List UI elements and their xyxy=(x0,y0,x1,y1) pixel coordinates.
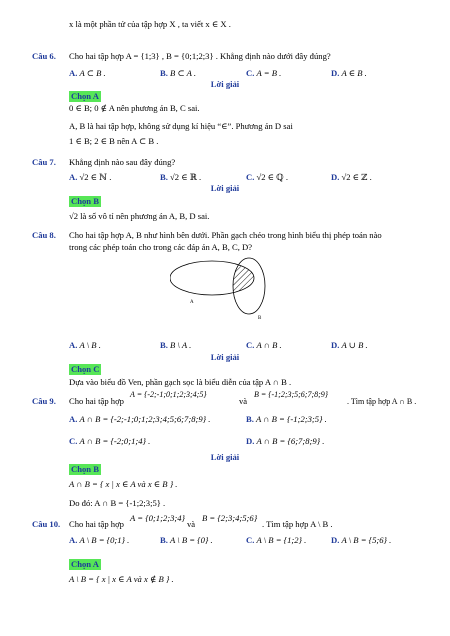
q10-answer: Chọn A xyxy=(71,559,99,569)
q7-solution-1: √2 là số vô tỉ nên phương án A, B, D sai. xyxy=(69,211,210,221)
q7-option-d: D. √2 ∈ ℤ . xyxy=(331,172,372,182)
q9-text-and: và xyxy=(239,396,248,406)
q8-option-a: A. A \ B . xyxy=(69,340,101,350)
q8-number: Câu 8. xyxy=(32,230,56,240)
set-a-label: A xyxy=(190,300,194,305)
q10-option-b: B. A \ B = {0} . xyxy=(160,535,213,545)
q9-option-c: C. A ∩ B = {-2;0;1;4} . xyxy=(69,436,151,446)
q6-solution-3: 1 ∈ B; 2 ∈ B nên A ⊂ B . xyxy=(69,136,159,146)
q7-text: Khẳng định nào sau đây đúng? xyxy=(69,157,176,167)
q7-option-b: B. √2 ∈ ℝ . xyxy=(160,172,202,182)
q9-text-find: . Tìm tập hợp A ∩ B . xyxy=(347,397,417,406)
venn-diagram xyxy=(170,252,280,324)
q8-option-b: B. B \ A . xyxy=(160,340,192,350)
q6-answer: Chọn A xyxy=(71,91,99,101)
q7-option-a: A. √2 ∈ ℕ . xyxy=(69,172,112,182)
q9-solution-2: Do đó: A ∩ B = {-1;2;3;5} . xyxy=(69,498,166,508)
q6-option-c: C. A = B . xyxy=(246,68,282,78)
set-b-label: B xyxy=(258,316,262,321)
q9-set-b: B = {-1;2;3;5;6;7;8;9} xyxy=(254,390,328,399)
q10-option-c: C. A \ B = {1;2} . xyxy=(246,535,307,545)
q6-option-d: D. A ∈ B . xyxy=(331,68,367,78)
q8-option-c: C. A ∩ B . xyxy=(246,340,282,350)
q9-solution-label: Lời giải xyxy=(210,452,240,462)
q9-text-a: Cho hai tập hợp xyxy=(69,396,124,406)
q8-text-1: Cho hai tập hợp A, B như hình bên dưới. Phần gạch chéo trong hình biểu thị phép toán nào xyxy=(69,230,382,240)
q10-text-and: và xyxy=(187,519,196,529)
q8-option-d: D. A ∪ B . xyxy=(331,340,368,350)
q6-option-a: A. A ⊂ B . xyxy=(69,68,106,78)
q10-option-a: A. A \ B = {0;1} . xyxy=(69,535,130,545)
q9-option-d: D. A ∩ B = {6;7;8;9} . xyxy=(246,436,325,446)
q6-solution-2: A, B là hai tập hợp, không sử dụng kí hiệu “∈”. Phương án D sai xyxy=(69,121,293,131)
q10-option-d: D. A \ B = {5;6} . xyxy=(331,535,392,545)
q9-answer: Chọn B xyxy=(71,464,99,474)
q10-text-a: Cho hai tập hợp xyxy=(69,519,124,529)
q10-text-find: . Tìm tập hợp A \ B . xyxy=(262,519,333,529)
q7-answer: Chọn B xyxy=(71,196,99,206)
q7-option-c: C. √2 ∈ ℚ . xyxy=(246,172,288,182)
q6-number: Câu 6. xyxy=(32,51,56,61)
q9-option-a: A. A ∩ B = {-2;-1;0;1;2;3;4;5;6;7;8;9} . xyxy=(69,414,211,424)
q8-text-2: trong các phép toán cho trong các đáp án A, B, C, D? xyxy=(69,242,253,252)
q9-option-b: B. A ∩ B = {-1;2;3;5} . xyxy=(246,414,327,424)
q9-solution-1: A ∩ B = { x | x ∈ A và x ∈ B } . xyxy=(69,479,178,489)
q8-solution-1: Dựa vào biểu đồ Ven, phần gạch sọc là biểu diễn của tập A ∩ B . xyxy=(69,377,292,387)
q6-text: Cho hai tập hợp A = {1;3} , B = {0;1;2;3} . Khẳng định nào dưới đây đúng? xyxy=(69,51,331,61)
q6-option-b: B. B ⊂ A . xyxy=(160,68,197,78)
q8-answer: Chọn C xyxy=(71,364,100,374)
q9-number: Câu 9. xyxy=(32,396,56,406)
q10-number: Câu 10. xyxy=(32,519,61,529)
q10-set-a: A = {0;1;2;3;4} xyxy=(130,513,185,523)
q6-solution-1: 0 ∈ B; 0 ∉ A nên phương án B, C sai. xyxy=(69,103,200,113)
q10-set-b: B = {2;3;4;5;6} xyxy=(202,513,258,523)
q8-solution-label: Lời giải xyxy=(210,352,240,362)
q10-solution-1: A \ B = { x | x ∈ A và x ∉ B } . xyxy=(69,574,174,584)
q6-solution-label: Lời giải xyxy=(210,79,240,89)
q9-set-a: A = {-2;-1;0;1;2;3;4;5} xyxy=(130,390,207,399)
intro-text: x là một phần tử của tập hợp X , ta viết x ∈ X . xyxy=(69,19,231,29)
q7-number: Câu 7. xyxy=(32,157,56,167)
q7-solution-label: Lời giải xyxy=(210,183,240,193)
